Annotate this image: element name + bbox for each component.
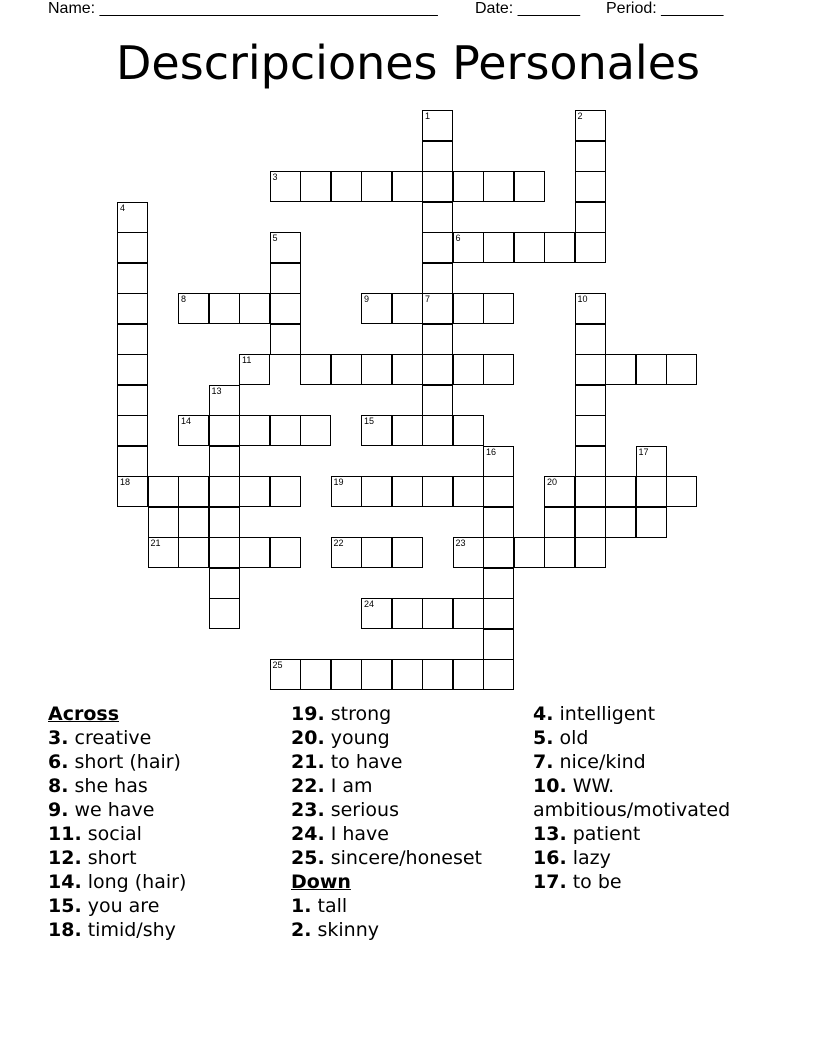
grid-cell[interactable] xyxy=(483,446,514,477)
clues-section xyxy=(0,700,816,1056)
grid-cell[interactable] xyxy=(636,446,667,477)
grid-cell[interactable] xyxy=(117,202,148,233)
grid-cell[interactable] xyxy=(178,293,209,324)
grid-cell[interactable] xyxy=(331,659,362,690)
grid-cell[interactable] xyxy=(148,507,179,538)
clue-item-text: ambitious/motivated xyxy=(533,799,731,821)
grid-cell[interactable] xyxy=(422,202,453,233)
grid-cell[interactable] xyxy=(300,659,331,690)
grid-cell[interactable] xyxy=(117,263,148,294)
grid-cell[interactable] xyxy=(392,415,423,446)
grid-cell[interactable] xyxy=(453,171,484,202)
grid-cell[interactable] xyxy=(361,293,392,324)
grid-cell[interactable] xyxy=(331,537,362,568)
clue-number: 25 xyxy=(272,660,283,670)
grid-cell[interactable] xyxy=(270,324,301,355)
grid-cell[interactable] xyxy=(361,537,392,568)
grid-cell[interactable] xyxy=(117,415,148,446)
grid-cell[interactable] xyxy=(239,415,270,446)
grid-cell[interactable] xyxy=(483,232,514,263)
grid-cell[interactable] xyxy=(575,415,606,446)
grid-cell[interactable] xyxy=(361,354,392,385)
grid-cell[interactable] xyxy=(575,293,606,324)
grid-cell[interactable] xyxy=(209,537,240,568)
grid-cell[interactable] xyxy=(483,598,514,629)
grid-cell[interactable] xyxy=(605,476,636,507)
clue-column-1 xyxy=(48,702,186,942)
clue-item-text: strong xyxy=(330,703,392,725)
clue-item-number: 8. xyxy=(48,775,69,797)
grid-cell[interactable] xyxy=(483,629,514,660)
grid-cell[interactable] xyxy=(209,568,240,599)
grid-cell[interactable] xyxy=(575,202,606,233)
clue-item-text: lazy xyxy=(572,847,611,869)
clue-item xyxy=(533,846,730,870)
clue-number: 15 xyxy=(364,416,375,426)
clue-column-2 xyxy=(291,702,482,942)
clue-item xyxy=(48,822,186,846)
grid-cell[interactable] xyxy=(575,354,606,385)
grid-cell[interactable] xyxy=(422,110,453,141)
grid-cell[interactable] xyxy=(117,385,148,416)
clue-item-number: 18. xyxy=(48,919,82,941)
clue-number: 23 xyxy=(455,538,466,548)
grid-cell[interactable] xyxy=(422,598,453,629)
grid-cell[interactable] xyxy=(544,507,575,538)
grid-cell[interactable] xyxy=(209,293,240,324)
clue-item-number: 16. xyxy=(533,847,567,869)
grid-cell[interactable] xyxy=(361,598,392,629)
clue-item-number: 14. xyxy=(48,871,82,893)
grid-cell[interactable] xyxy=(300,171,331,202)
grid-cell[interactable] xyxy=(209,507,240,538)
grid-cell[interactable] xyxy=(392,659,423,690)
grid-cell[interactable] xyxy=(575,324,606,355)
grid-cell[interactable] xyxy=(605,507,636,538)
clue-item-text: to have xyxy=(330,751,403,773)
grid-cell[interactable] xyxy=(575,537,606,568)
clue-item-text: we have xyxy=(74,799,155,821)
clue-item xyxy=(48,894,186,918)
grid-cell[interactable] xyxy=(453,659,484,690)
grid-cell[interactable] xyxy=(544,537,575,568)
clue-item xyxy=(291,846,482,870)
grid-cell[interactable] xyxy=(422,385,453,416)
clue-item-text: short (hair) xyxy=(74,751,181,773)
clue-number: 9 xyxy=(364,294,370,304)
grid-cell[interactable] xyxy=(514,171,545,202)
grid-cell[interactable] xyxy=(453,415,484,446)
grid-cell[interactable] xyxy=(117,232,148,263)
clue-item-text: old xyxy=(559,727,589,749)
clue-heading: Across xyxy=(48,703,120,725)
grid-cell[interactable] xyxy=(422,232,453,263)
clue-item xyxy=(48,774,186,798)
grid-cell[interactable] xyxy=(422,354,453,385)
clue-item-number: 4. xyxy=(533,703,554,725)
grid-cell[interactable] xyxy=(422,171,453,202)
clue-item-text: sincere/honeset xyxy=(330,847,482,869)
clue-number: 3 xyxy=(272,172,278,182)
clue-column-3 xyxy=(533,702,730,894)
grid-cell[interactable] xyxy=(239,537,270,568)
clue-item-text: you are xyxy=(87,895,160,917)
grid-cell[interactable] xyxy=(575,232,606,263)
grid-cell[interactable] xyxy=(392,354,423,385)
grid-cell[interactable] xyxy=(148,537,179,568)
grid-cell[interactable] xyxy=(453,232,484,263)
date-field-label[interactable]: Date: _______ xyxy=(475,0,580,17)
grid-cell[interactable] xyxy=(270,537,301,568)
clue-item xyxy=(291,702,482,726)
grid-cell[interactable] xyxy=(544,232,575,263)
clue-item-number: 9. xyxy=(48,799,69,821)
grid-cell[interactable] xyxy=(575,476,606,507)
grid-cell[interactable] xyxy=(392,537,423,568)
clue-item-number: 19. xyxy=(291,703,325,725)
clue-number: 24 xyxy=(364,599,375,609)
grid-cell[interactable] xyxy=(575,141,606,172)
grid-cell[interactable] xyxy=(514,232,545,263)
clue-item-text: WW. xyxy=(572,775,615,797)
grid-cell[interactable] xyxy=(178,537,209,568)
clue-number: 14 xyxy=(181,416,192,426)
clue-number: 7 xyxy=(425,294,431,304)
clue-item-number: 1. xyxy=(291,895,312,917)
clue-item xyxy=(533,702,730,726)
clue-item xyxy=(291,894,482,918)
grid-cell[interactable] xyxy=(483,659,514,690)
grid-cell[interactable] xyxy=(575,507,606,538)
grid-cell[interactable] xyxy=(239,354,270,385)
grid-cell[interactable] xyxy=(422,415,453,446)
grid-cell[interactable] xyxy=(422,476,453,507)
clue-item-text: patient xyxy=(572,823,641,845)
grid-cell[interactable] xyxy=(422,263,453,294)
clue-item-number: 20. xyxy=(291,727,325,749)
clue-item-number: 12. xyxy=(48,847,82,869)
clue-item-number: 21. xyxy=(291,751,325,773)
clue-item xyxy=(291,918,482,942)
grid-cell[interactable] xyxy=(483,476,514,507)
grid-cell[interactable] xyxy=(361,415,392,446)
grid-cell[interactable] xyxy=(453,537,484,568)
grid-cell[interactable] xyxy=(483,354,514,385)
clue-item-number: 15. xyxy=(48,895,82,917)
clue-item xyxy=(48,918,186,942)
grid-cell[interactable] xyxy=(178,415,209,446)
clue-item xyxy=(291,798,482,822)
clue-item-text: creative xyxy=(74,727,152,749)
grid-cell[interactable] xyxy=(483,568,514,599)
grid-cell[interactable] xyxy=(178,476,209,507)
clue-number: 11 xyxy=(242,355,252,365)
grid-cell[interactable] xyxy=(117,446,148,477)
grid-cell[interactable] xyxy=(270,232,301,263)
grid-cell[interactable] xyxy=(209,598,240,629)
grid-cell[interactable] xyxy=(270,263,301,294)
clue-item-text: I am xyxy=(330,775,373,797)
clue-item-number: 23. xyxy=(291,799,325,821)
clue-item-text: long (hair) xyxy=(87,871,187,893)
grid-cell[interactable] xyxy=(422,293,453,324)
grid-cell[interactable] xyxy=(453,598,484,629)
clue-number: 6 xyxy=(455,233,461,243)
grid-cell[interactable] xyxy=(270,476,301,507)
clue-item-text: short xyxy=(87,847,137,869)
grid-cell[interactable] xyxy=(392,598,423,629)
grid-cell[interactable] xyxy=(636,507,667,538)
period-field-label[interactable]: Period: _______ xyxy=(606,0,724,17)
grid-cell[interactable] xyxy=(422,659,453,690)
grid-cell[interactable] xyxy=(331,171,362,202)
grid-cell[interactable] xyxy=(636,476,667,507)
grid-cell[interactable] xyxy=(148,476,179,507)
grid-cell[interactable] xyxy=(392,476,423,507)
clue-item-text: social xyxy=(87,823,142,845)
grid-cell[interactable] xyxy=(209,476,240,507)
grid-cell[interactable] xyxy=(453,354,484,385)
clue-item-number: 11. xyxy=(48,823,82,845)
grid-cell[interactable] xyxy=(544,476,575,507)
clue-number: 17 xyxy=(638,446,649,457)
grid-cell[interactable] xyxy=(392,293,423,324)
clue-item xyxy=(291,726,482,750)
grid-cell[interactable] xyxy=(605,354,636,385)
clue-number: 1 xyxy=(425,111,431,121)
clue-number: 13 xyxy=(211,385,222,396)
grid-cell[interactable] xyxy=(392,171,423,202)
clue-heading: Down xyxy=(291,871,351,893)
clue-item xyxy=(48,846,186,870)
clue-item-text: timid/shy xyxy=(87,919,176,941)
clue-number: 5 xyxy=(272,233,278,243)
page-title: Descripciones Personales xyxy=(116,36,700,90)
grid-cell[interactable] xyxy=(422,324,453,355)
clue-item-text: intelligent xyxy=(559,703,656,725)
grid-cell[interactable] xyxy=(270,293,301,324)
clue-number: 4 xyxy=(120,202,126,213)
clue-item-number: 25. xyxy=(291,847,325,869)
name-field-label[interactable]: Name: ______________________________________ xyxy=(48,0,438,17)
grid-cell[interactable] xyxy=(483,507,514,538)
grid-cell[interactable] xyxy=(422,141,453,172)
clue-number: 21 xyxy=(150,538,161,548)
clue-item-text: I have xyxy=(330,823,389,845)
clue-item-number: 22. xyxy=(291,775,325,797)
clue-item-text: serious xyxy=(330,799,399,821)
grid-cell[interactable] xyxy=(331,354,362,385)
clue-item-text: nice/kind xyxy=(559,751,646,773)
grid-cell[interactable] xyxy=(483,537,514,568)
clue-item xyxy=(533,822,730,846)
clue-item xyxy=(291,750,482,774)
grid-cell[interactable] xyxy=(361,659,392,690)
grid-cell[interactable] xyxy=(575,110,606,141)
grid-cell[interactable] xyxy=(178,507,209,538)
grid-cell[interactable] xyxy=(453,476,484,507)
grid-cell[interactable] xyxy=(636,354,667,385)
grid-cell[interactable] xyxy=(361,171,392,202)
clue-number: 20 xyxy=(547,477,558,487)
grid-cell[interactable] xyxy=(666,354,697,385)
clue-item xyxy=(48,750,186,774)
grid-cell[interactable] xyxy=(117,476,148,507)
clue-number: 19 xyxy=(333,477,344,487)
grid-cell[interactable] xyxy=(575,446,606,477)
grid-cell[interactable] xyxy=(483,293,514,324)
grid-cell[interactable] xyxy=(209,446,240,477)
clue-item xyxy=(291,822,482,846)
grid-cell[interactable] xyxy=(117,324,148,355)
grid-cell[interactable] xyxy=(453,293,484,324)
clue-number: 8 xyxy=(181,294,187,304)
clue-item-number: 6. xyxy=(48,751,69,773)
clue-item-number: 7. xyxy=(533,751,554,773)
grid-cell[interactable] xyxy=(300,354,331,385)
clue-number: 18 xyxy=(120,477,131,487)
clue-number: 10 xyxy=(577,294,588,304)
clue-item-text: she has xyxy=(74,775,148,797)
grid-cell[interactable] xyxy=(270,171,301,202)
grid-cell[interactable] xyxy=(361,476,392,507)
grid-cell[interactable] xyxy=(575,171,606,202)
grid-cell[interactable] xyxy=(270,415,301,446)
clue-item-text: young xyxy=(330,727,390,749)
clue-item xyxy=(48,726,186,750)
grid-cell[interactable] xyxy=(270,659,301,690)
grid-cell[interactable] xyxy=(239,476,270,507)
grid-cell[interactable] xyxy=(483,171,514,202)
clue-item-number: 5. xyxy=(533,727,554,749)
grid-cell[interactable] xyxy=(209,415,240,446)
grid-cell[interactable] xyxy=(666,476,697,507)
grid-cell[interactable] xyxy=(514,537,545,568)
clue-item-number: 17. xyxy=(533,871,567,893)
clue-item xyxy=(533,798,730,822)
grid-cell[interactable] xyxy=(209,385,240,416)
grid-cell[interactable] xyxy=(117,354,148,385)
clue-item xyxy=(533,750,730,774)
clue-number: 16 xyxy=(486,446,497,457)
clue-number: 22 xyxy=(333,538,344,548)
clue-item xyxy=(48,870,186,894)
clue-item xyxy=(533,870,730,894)
clue-item xyxy=(533,726,730,750)
clue-item-number: 24. xyxy=(291,823,325,845)
clue-item xyxy=(48,798,186,822)
clue-item-text: skinny xyxy=(317,919,380,941)
clue-number: 2 xyxy=(577,111,583,121)
clue-item-text: to be xyxy=(572,871,622,893)
clue-item-number: 10. xyxy=(533,775,567,797)
clue-item-number: 3. xyxy=(48,727,69,749)
grid-cell[interactable] xyxy=(300,415,331,446)
clue-item-number: 2. xyxy=(291,919,312,941)
clue-item-number: 13. xyxy=(533,823,567,845)
clue-item xyxy=(533,774,730,798)
clue-item-text: tall xyxy=(317,895,348,917)
grid-cell[interactable] xyxy=(117,293,148,324)
grid-cell[interactable] xyxy=(239,293,270,324)
clue-item xyxy=(291,774,482,798)
grid-cell[interactable] xyxy=(331,476,362,507)
grid-cell[interactable] xyxy=(575,385,606,416)
